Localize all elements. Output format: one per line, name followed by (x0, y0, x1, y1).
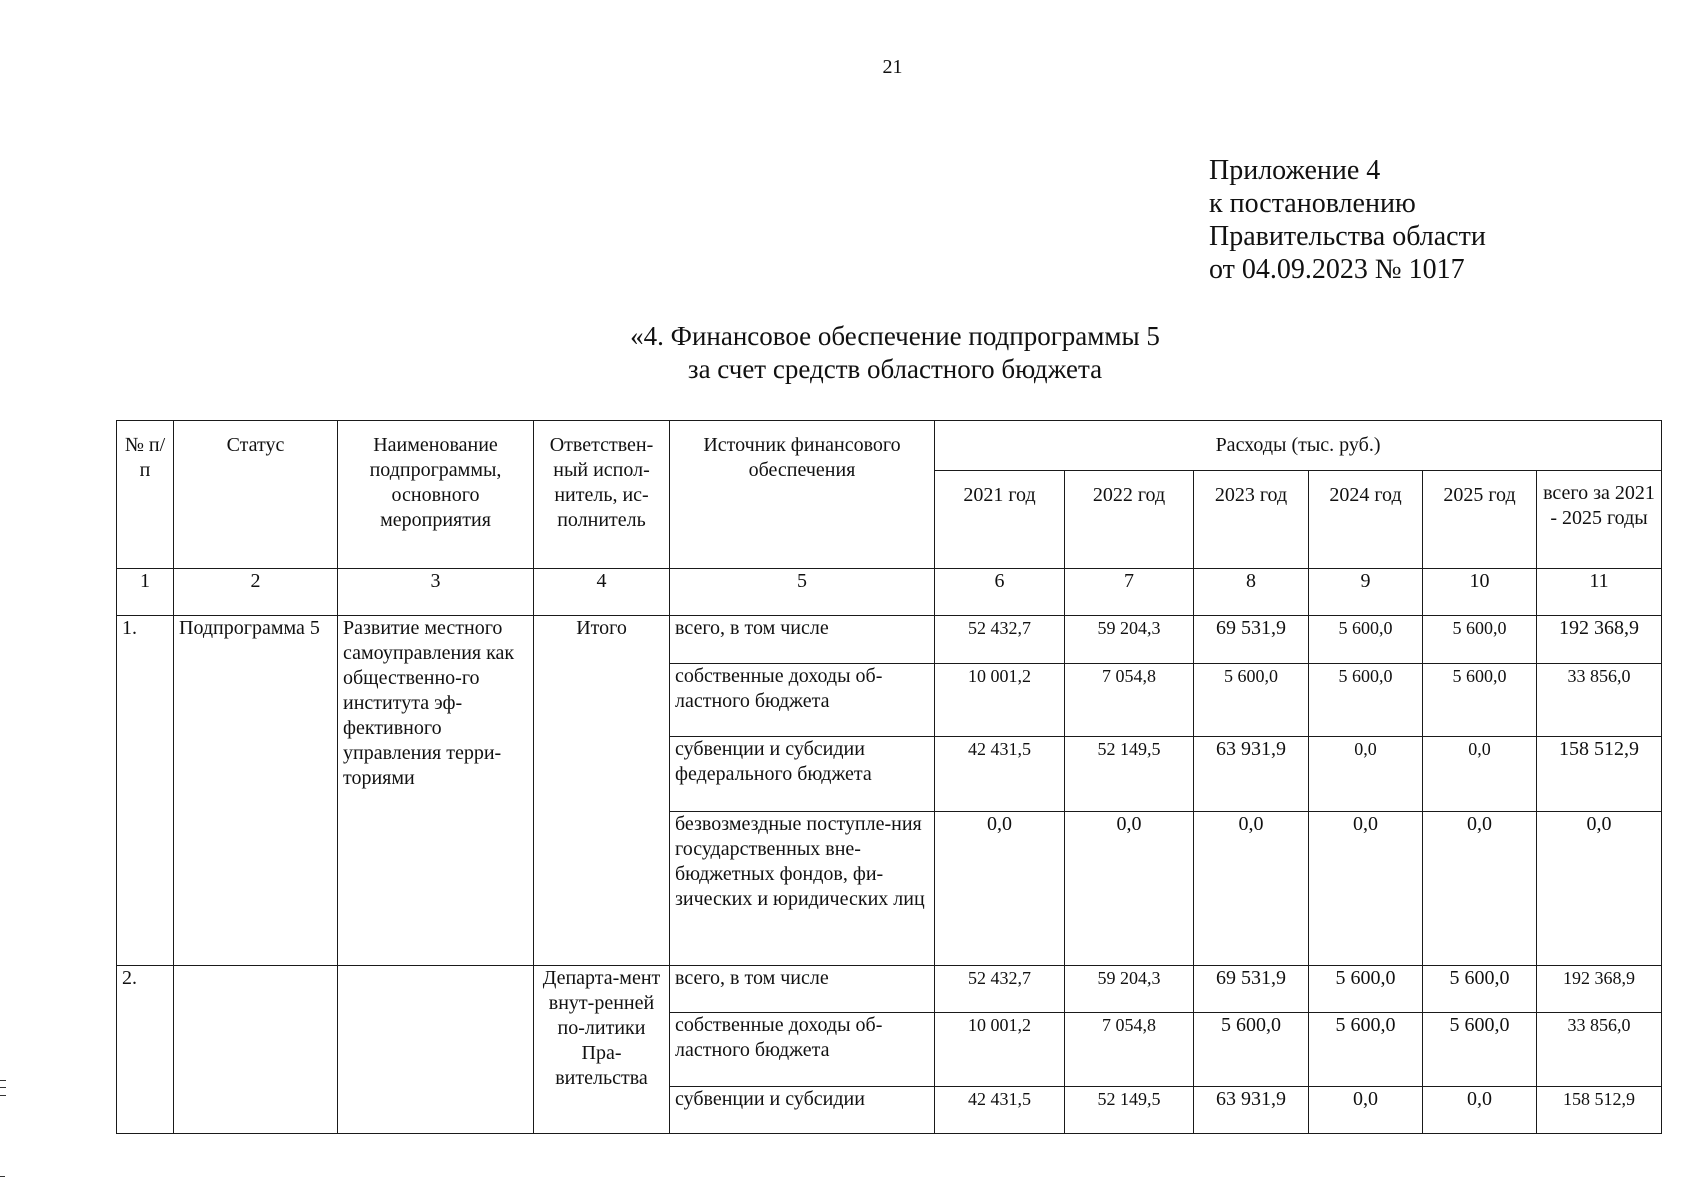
value-2022: 52 149,5 (1065, 1087, 1194, 1134)
header-year-2023: 2023 год (1194, 471, 1309, 569)
appendix-block (1209, 154, 1486, 286)
value-2022: 7 054,8 (1065, 664, 1194, 737)
margin-mark (0, 1080, 6, 1096)
value-total: 33 856,0 (1537, 1013, 1662, 1087)
title-line: за счет средств областного бюджета (687, 354, 1103, 384)
value-total: 158 512,9 (1537, 1087, 1662, 1134)
row-number: 2. (117, 966, 174, 1134)
appendix-line: Правительства области (1209, 221, 1486, 252)
row-name (338, 966, 534, 1134)
column-number: 7 (1065, 569, 1194, 616)
value-2023: 69 531,9 (1194, 966, 1309, 1013)
row-status: Подпрограмма 5 (174, 616, 338, 966)
value-2021: 52 432,7 (935, 966, 1065, 1013)
value-2022: 52 149,5 (1065, 737, 1194, 812)
value-2024: 0,0 (1309, 1087, 1423, 1134)
column-number: 9 (1309, 569, 1423, 616)
value-2025: 0,0 (1423, 737, 1537, 812)
column-number: 4 (534, 569, 670, 616)
column-number: 5 (670, 569, 935, 616)
value-2022: 0,0 (1065, 812, 1194, 966)
value-2024: 0,0 (1309, 812, 1423, 966)
value-2025: 5 600,0 (1423, 664, 1537, 737)
value-2021: 42 431,5 (935, 1087, 1065, 1134)
source-cell: собственные доходы об-ластного бюджета (670, 664, 935, 737)
column-number: 6 (935, 569, 1065, 616)
column-number: 11 (1537, 569, 1662, 616)
value-2024: 5 600,0 (1309, 616, 1423, 664)
table-row (117, 616, 1662, 664)
appendix-line: от 04.09.2023 № 1017 (1209, 254, 1465, 285)
value-2021: 10 001,2 (935, 1013, 1065, 1087)
header-total: всего за 2021 - 2025 годы (1537, 471, 1662, 569)
header-row (117, 421, 1662, 471)
row-responsible: Департа-мент внут-ренней по-литики Пра-вительства (534, 966, 670, 1134)
source-cell: всего, в том числе (670, 616, 935, 664)
value-2024: 5 600,0 (1309, 664, 1423, 737)
header-status: Статус (174, 421, 338, 569)
value-2023: 69 531,9 (1194, 616, 1309, 664)
value-2023: 5 600,0 (1194, 664, 1309, 737)
value-2025: 5 600,0 (1423, 1013, 1537, 1087)
value-2024: 0,0 (1309, 737, 1423, 812)
value-total: 0,0 (1537, 812, 1662, 966)
header-year-2022: 2022 год (1065, 471, 1194, 569)
header-source: Источник финансового обеспечения (670, 421, 935, 569)
value-2022: 7 054,8 (1065, 1013, 1194, 1087)
source-cell: субвенции и субсидии (670, 1087, 935, 1134)
source-cell: безвозмездные поступле-ния государственных вне-бюджетных фондов, фи-зических и юридических лиц (670, 812, 935, 966)
column-number: 2 (174, 569, 338, 616)
value-2025: 5 600,0 (1423, 616, 1537, 664)
header-year-2021: 2021 год (935, 471, 1065, 569)
value-2021: 10 001,2 (935, 664, 1065, 737)
value-2023: 5 600,0 (1194, 1013, 1309, 1087)
margin-dash (0, 1176, 5, 1177)
header-expenses: Расходы (тыс. руб.) (935, 421, 1662, 471)
appendix-line: к постановлению (1209, 188, 1416, 219)
header-name: Наименование подпрограммы, основного мероприятия (338, 421, 534, 569)
value-2021: 52 432,7 (935, 616, 1065, 664)
value-total: 33 856,0 (1537, 664, 1662, 737)
column-number: 10 (1423, 569, 1537, 616)
value-2022: 59 204,3 (1065, 616, 1194, 664)
document-title (420, 320, 1370, 386)
value-2023: 63 931,9 (1194, 1087, 1309, 1134)
source-cell: всего, в том числе (670, 966, 935, 1013)
row-name: Развитие местного самоуправления как общественно-го института эф-фективного управления терри-ториями (338, 616, 534, 966)
header-year-2025: 2025 год (1423, 471, 1537, 569)
value-2025: 0,0 (1423, 812, 1537, 966)
column-number: 1 (117, 569, 174, 616)
header-num: № п/п (117, 421, 174, 569)
source-cell: субвенции и субсидии федерального бюджета (670, 737, 935, 812)
value-2023: 63 931,9 (1194, 737, 1309, 812)
table-row (117, 966, 1662, 1013)
value-2023: 0,0 (1194, 812, 1309, 966)
header-responsible: Ответствен-ный испол-нитель, ис-полнитель (534, 421, 670, 569)
value-2025: 0,0 (1423, 1087, 1537, 1134)
value-2024: 5 600,0 (1309, 1013, 1423, 1087)
value-2021: 0,0 (935, 812, 1065, 966)
value-2025: 5 600,0 (1423, 966, 1537, 1013)
value-2022: 59 204,3 (1065, 966, 1194, 1013)
header-year-2024: 2024 год (1309, 471, 1423, 569)
value-total: 158 512,9 (1537, 737, 1662, 812)
page-number: 21 (882, 56, 903, 78)
source-cell: собственные доходы об-ластного бюджета (670, 1013, 935, 1087)
row-number: 1. (117, 616, 174, 966)
finance-table (116, 420, 1662, 1134)
row-responsible: Итого (534, 616, 670, 966)
column-number: 3 (338, 569, 534, 616)
value-2021: 42 431,5 (935, 737, 1065, 812)
appendix-line: Приложение 4 (1209, 155, 1381, 186)
title-line: «4. Финансовое обеспечение подпрограммы 5 (630, 321, 1160, 351)
value-total: 192 368,9 (1537, 966, 1662, 1013)
row-status (174, 966, 338, 1134)
value-2024: 5 600,0 (1309, 966, 1423, 1013)
column-number: 8 (1194, 569, 1309, 616)
column-numbers-row (117, 569, 1662, 616)
value-total: 192 368,9 (1537, 616, 1662, 664)
